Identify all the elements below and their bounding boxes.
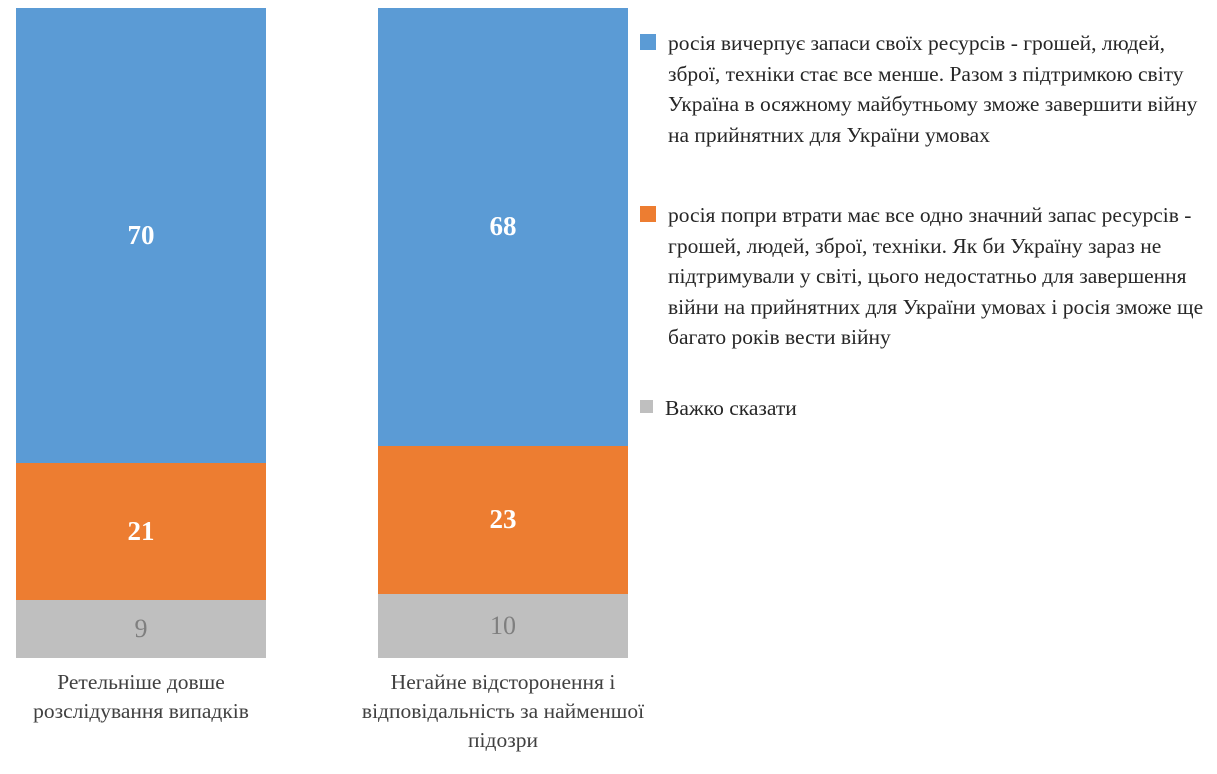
category-label-0: Ретельніше довше розслідування випадків	[33, 670, 249, 724]
bar-value-label: 70	[127, 220, 155, 250]
legend-label: Важко сказати	[665, 395, 797, 420]
legend-item-orange[interactable]	[640, 200, 1210, 353]
bar-value-label: 23	[489, 504, 517, 535]
bar-value-label: 68	[489, 211, 517, 242]
bar-segment-blue-1[interactable]	[378, 8, 628, 446]
legend-item-blue[interactable]	[640, 28, 1210, 150]
legend-swatch-icon	[640, 34, 656, 50]
bar-value-label: 21	[127, 515, 155, 546]
legend-item-grey[interactable]	[640, 393, 1210, 424]
legend-label: росія попри втрати має все одно значний запас ресурсів - грошей, людей, зброї, техніки. Як би Україну зараз не підтримували у світі, цього недостатньо для завершення війни на прийнятних для України умовах і росія зможе ще багато років вести війну	[668, 203, 1204, 350]
legend-swatch-icon	[640, 206, 656, 222]
bar-segment-blue-0[interactable]	[16, 8, 266, 463]
chart-legend	[640, 28, 1210, 449]
bar-value-label: 10	[490, 610, 516, 640]
bar-segment-grey-1[interactable]	[378, 594, 628, 658]
stacked-bar-0	[16, 8, 266, 658]
legend-label: росія вичерпує запаси своїх ресурсів - грошей, людей, зброї, техніки стає все менше. Разом з підтримкою світу Україна в осяжному майбутньому зможе завершити війну на прийнятних для України умовах	[668, 31, 1198, 147]
bar-segment-orange-0[interactable]	[16, 463, 266, 600]
legend-swatch-icon	[640, 400, 653, 413]
bar-segment-orange-1[interactable]	[378, 446, 628, 594]
bar-segment-grey-0[interactable]	[16, 600, 266, 659]
category-label-1: Негайне відсторонення і відповідальність за найменшої підозри	[361, 670, 645, 753]
stacked-bar-1	[378, 8, 628, 658]
bar-value-label: 9	[134, 613, 148, 643]
